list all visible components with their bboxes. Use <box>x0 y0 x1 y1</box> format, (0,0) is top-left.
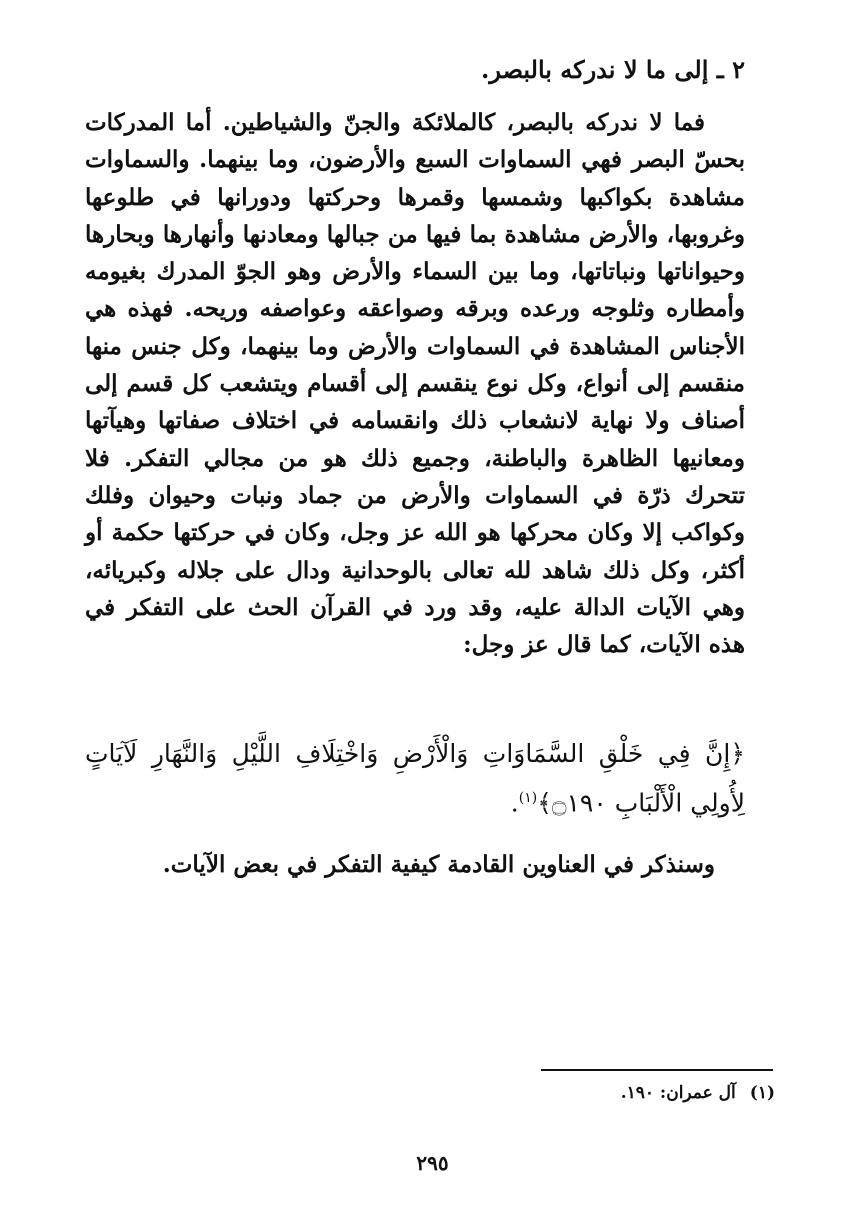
footnote <box>621 1080 775 1106</box>
verse-text: ﴿إِنَّ فِي خَلْقِ السَّمَاوَاتِ وَالْأَرْضِ وَاخْتِلَافِ اللَّيْلِ وَالنَّهَارِ لَآيَاتٍ لِأُولِي الْأَلْبَابِ ۝١٩٠﴾ <box>85 739 745 818</box>
page-number: ٢٩٥ <box>416 1151 449 1175</box>
verse-footnote-marker: (١) <box>518 790 538 806</box>
paragraph: فما لا ندركه بالبصر، كالملائكة والجنّ والشياطين. أما المدركات بحسّ البصر فهي السماوات السبع والأرضون، وما بينهما. والسماوات مشاهدة بكواكبها وشمسها وقمرها وحركتها ودورانها في طلوعها وغروبها، والأرض مشاهدة بما فيها من جبالها ومعادنها وأنهارها وبحارها وحيواناتها ونباتاتها، وما بين السماء والأرض وهو الجوّ المدرك بغيومه وأمطاره وثلوجه ورعده وبرقه وصواعقه وعواصفه وريحه. فهذه هي الأجناس المشاهدة في السماوات والأرض وما بينهما، وكل جنس منها منقسم إلى أنواع، وكل نوع ينقسم إلى أقسام ويتشعب كل قسم إلى أصناف ولا نهاية لانشعاب ذلك وانقسامه في اختلاف صفاتها وهيآتها ومعانيها الظاهرة والباطنة، وجميع ذلك هو من مجالي التفكر. فلا تتحرك ذرّة في السماوات والأرض من جماد ونبات وحيوان وفلك وكواكب إلا وكان محركها هو الله عز وجل، وكان في حركتها حكمة أو أكثر، وكل ذلك شاهد لله تعالى بالوحدانية ودال على جلاله وكبريائه، وهي الآيات الدالة عليه، وقد ورد في القرآن الحث على التفكر في هذه الآيات، كما قال عز وجل: <box>85 109 745 659</box>
body-text <box>85 104 745 663</box>
quran-verse <box>85 732 745 825</box>
section-heading: ٢ ـ إلى ما لا ندركه بالبصر. <box>480 55 745 84</box>
footnote-divider <box>541 1069 773 1071</box>
closing-sentence: وسنذكر في العناوين القادمة كيفية التفكر في بعض الآيات. <box>162 851 715 878</box>
footnote-number: (١) <box>749 1083 775 1103</box>
verse-end-punctuation: . <box>510 788 519 818</box>
footnote-text: آل عمران: ١٩٠. <box>620 1083 736 1103</box>
